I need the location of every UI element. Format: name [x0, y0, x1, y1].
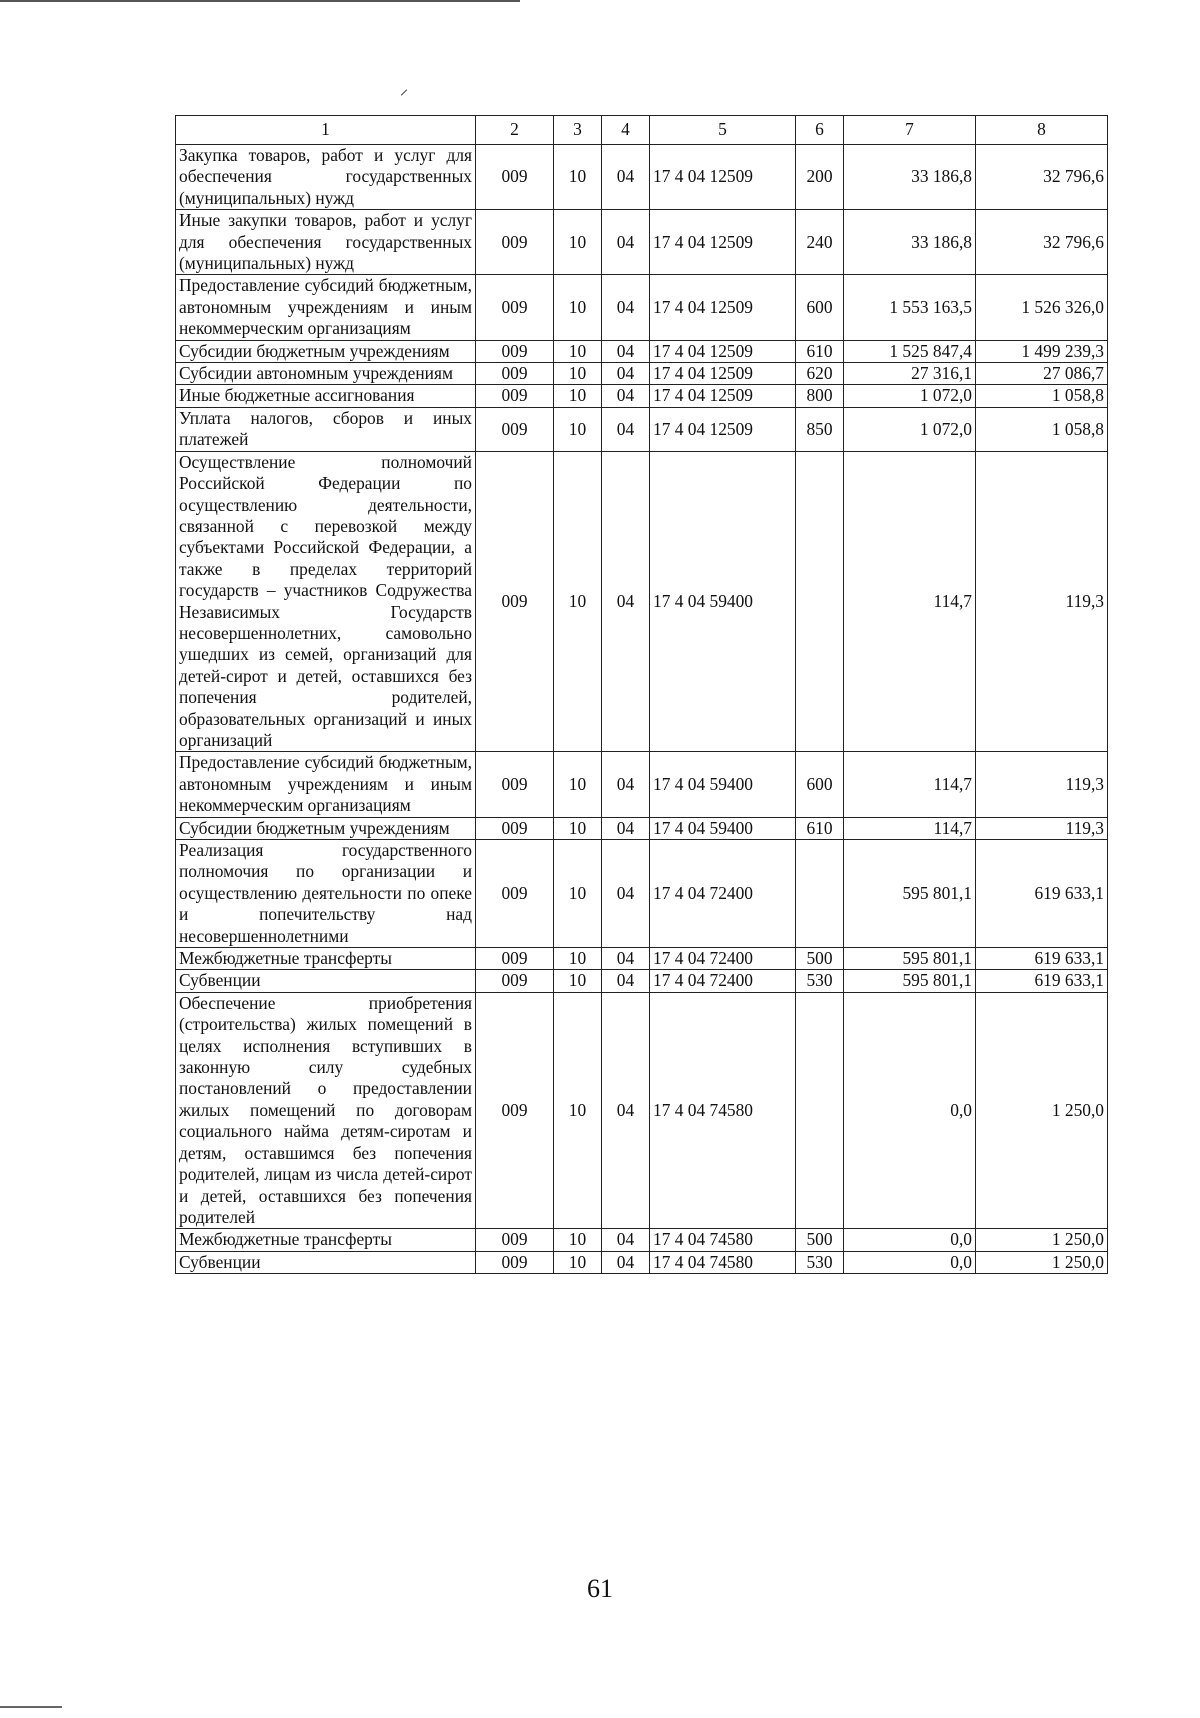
amount-col7: 595 801,1	[844, 948, 976, 970]
amount-col8: 619 633,1	[976, 840, 1108, 948]
amount-col7: 595 801,1	[844, 840, 976, 948]
ministry-code: 009	[476, 970, 554, 992]
amount-col7: 114,7	[844, 451, 976, 752]
table-row	[176, 407, 1108, 451]
expense-type-code	[796, 840, 844, 948]
target-article-code: 17 4 04 12509	[650, 275, 796, 340]
header-cell: 4	[602, 116, 650, 145]
subsection-code: 04	[602, 363, 650, 385]
subsection-code: 04	[602, 407, 650, 451]
ministry-code: 009	[476, 1251, 554, 1273]
amount-col8: 119,3	[976, 817, 1108, 839]
row-name: Реализация государственного полномочия по организации и осуществлению деятельности по опеке и попечительству над несовершеннолетними	[176, 840, 476, 948]
target-article-code: 17 4 04 74580	[650, 1251, 796, 1273]
target-article-code: 17 4 04 72400	[650, 948, 796, 970]
ministry-code: 009	[476, 407, 554, 451]
ministry-code: 009	[476, 840, 554, 948]
header-row	[176, 116, 1108, 145]
amount-col7: 114,7	[844, 817, 976, 839]
expense-type-code: 800	[796, 385, 844, 407]
amount-col8: 27 086,7	[976, 363, 1108, 385]
expense-type-code: 530	[796, 970, 844, 992]
row-name: Уплата налогов, сборов и иных платежей	[176, 407, 476, 451]
amount-col7: 1 072,0	[844, 407, 976, 451]
header-cell: 7	[844, 116, 976, 145]
amount-col8: 1 058,8	[976, 385, 1108, 407]
amount-col7: 1 072,0	[844, 385, 976, 407]
subsection-code: 04	[602, 992, 650, 1228]
amount-col7: 0,0	[844, 1229, 976, 1251]
subsection-code: 04	[602, 340, 650, 362]
row-name: Обеспечение приобретения (строительства) жилых помещений в целях исполнения вступивших в законную силу судебных постановлений о предоставлении жилых помещений по договорам социального найма детям-сиротам и детям, оставшимся без попечения родителей, лицам из числа детей-сирот и детей, оставшихся без попечения родителей	[176, 992, 476, 1228]
amount-col7: 27 316,1	[844, 363, 976, 385]
section-code: 10	[554, 1229, 602, 1251]
amount-col8: 119,3	[976, 752, 1108, 817]
expense-type-code: 850	[796, 407, 844, 451]
table-row	[176, 363, 1108, 385]
scan-edge-line	[0, 1706, 62, 1708]
expense-type-code: 240	[796, 210, 844, 275]
table-row	[176, 752, 1108, 817]
amount-col8: 32 796,6	[976, 145, 1108, 210]
header-cell: 5	[650, 116, 796, 145]
target-article-code: 17 4 04 12509	[650, 210, 796, 275]
row-name: Иные закупки товаров, работ и услуг для обеспечения государственных (муниципальных) нужд	[176, 210, 476, 275]
row-name: Субсидии автономным учреждениям	[176, 363, 476, 385]
target-article-code: 17 4 04 12509	[650, 145, 796, 210]
subsection-code: 04	[602, 817, 650, 839]
expense-type-code	[796, 992, 844, 1228]
target-article-code: 17 4 04 12509	[650, 340, 796, 362]
target-article-code: 17 4 04 74580	[650, 992, 796, 1228]
ministry-code: 009	[476, 948, 554, 970]
table-row	[176, 970, 1108, 992]
budget-table	[175, 115, 1108, 1274]
ministry-code: 009	[476, 363, 554, 385]
subsection-code: 04	[602, 948, 650, 970]
section-code: 10	[554, 210, 602, 275]
ministry-code: 009	[476, 817, 554, 839]
table-row	[176, 340, 1108, 362]
ministry-code: 009	[476, 992, 554, 1228]
ministry-code: 009	[476, 145, 554, 210]
row-name: Субсидии бюджетным учреждениям	[176, 817, 476, 839]
amount-col7: 0,0	[844, 1251, 976, 1273]
expense-type-code: 600	[796, 275, 844, 340]
scan-edge-line	[0, 0, 520, 2]
amount-col8: 619 633,1	[976, 948, 1108, 970]
subsection-code: 04	[602, 210, 650, 275]
amount-col7: 114,7	[844, 752, 976, 817]
expense-type-code	[796, 451, 844, 752]
amount-col8: 1 526 326,0	[976, 275, 1108, 340]
target-article-code: 17 4 04 72400	[650, 840, 796, 948]
expense-type-code: 610	[796, 817, 844, 839]
target-article-code: 17 4 04 72400	[650, 970, 796, 992]
expense-type-code: 600	[796, 752, 844, 817]
subsection-code: 04	[602, 752, 650, 817]
section-code: 10	[554, 752, 602, 817]
table-row	[176, 1251, 1108, 1273]
table-row	[176, 817, 1108, 839]
header-cell: 1	[176, 116, 476, 145]
ministry-code: 009	[476, 275, 554, 340]
ministry-code: 009	[476, 752, 554, 817]
row-name: Осуществление полномочий Российской Федерации по осуществлению деятельности, связанной с перевозкой между субъектами Российской Федерации, а также в пределах территорий государств – участников Содружества Независимых Государств несовершеннолетних, самовольно ушедших из семей, организаций для детей-сирот и детей, оставшихся без попечения родителей, образовательных организаций и иных организаций	[176, 451, 476, 752]
expense-type-code: 500	[796, 1229, 844, 1251]
amount-col8: 1 250,0	[976, 1251, 1108, 1273]
row-name: Предоставление субсидий бюджетным, автономным учреждениям и иным некоммерческим организациям	[176, 275, 476, 340]
table-row	[176, 385, 1108, 407]
page-number: 61	[587, 1574, 613, 1603]
expense-type-code: 500	[796, 948, 844, 970]
expense-type-code: 530	[796, 1251, 844, 1273]
section-code: 10	[554, 407, 602, 451]
amount-col8: 1 058,8	[976, 407, 1108, 451]
amount-col8: 1 250,0	[976, 992, 1108, 1228]
table-row	[176, 840, 1108, 948]
ministry-code: 009	[476, 451, 554, 752]
row-name: Закупка товаров, работ и услуг для обеспечения государственных (муниципальных) нужд	[176, 145, 476, 210]
target-article-code: 17 4 04 59400	[650, 752, 796, 817]
ministry-code: 009	[476, 210, 554, 275]
amount-col8: 32 796,6	[976, 210, 1108, 275]
expense-type-code: 610	[796, 340, 844, 362]
header-cell: 2	[476, 116, 554, 145]
table-row	[176, 210, 1108, 275]
table-row	[176, 275, 1108, 340]
row-name: Предоставление субсидий бюджетным, автономным учреждениям и иным некоммерческим организациям	[176, 752, 476, 817]
target-article-code: 17 4 04 74580	[650, 1229, 796, 1251]
header-cell: 3	[554, 116, 602, 145]
subsection-code: 04	[602, 385, 650, 407]
expense-type-code: 200	[796, 145, 844, 210]
section-code: 10	[554, 817, 602, 839]
row-name: Субсидии бюджетным учреждениям	[176, 340, 476, 362]
target-article-code: 17 4 04 12509	[650, 407, 796, 451]
ministry-code: 009	[476, 385, 554, 407]
amount-col7: 1 553 163,5	[844, 275, 976, 340]
amount-col7: 1 525 847,4	[844, 340, 976, 362]
amount-col7: 0,0	[844, 992, 976, 1228]
expense-type-code: 620	[796, 363, 844, 385]
section-code: 10	[554, 948, 602, 970]
section-code: 10	[554, 275, 602, 340]
subsection-code: 04	[602, 1229, 650, 1251]
section-code: 10	[554, 340, 602, 362]
subsection-code: 04	[602, 970, 650, 992]
row-name: Иные бюджетные ассигнования	[176, 385, 476, 407]
section-code: 10	[554, 363, 602, 385]
table-row	[176, 948, 1108, 970]
table-row	[176, 145, 1108, 210]
ministry-code: 009	[476, 340, 554, 362]
amount-col7: 33 186,8	[844, 145, 976, 210]
row-name: Межбюджетные трансферты	[176, 948, 476, 970]
section-code: 10	[554, 840, 602, 948]
amount-col8: 1 499 239,3	[976, 340, 1108, 362]
subsection-code: 04	[602, 275, 650, 340]
subsection-code: 04	[602, 840, 650, 948]
row-name: Субвенции	[176, 1251, 476, 1273]
row-name: Субвенции	[176, 970, 476, 992]
section-code: 10	[554, 385, 602, 407]
target-article-code: 17 4 04 12509	[650, 363, 796, 385]
amount-col8: 619 633,1	[976, 970, 1108, 992]
amount-col8: 119,3	[976, 451, 1108, 752]
amount-col7: 595 801,1	[844, 970, 976, 992]
scan-mark	[401, 89, 407, 95]
section-code: 10	[554, 145, 602, 210]
section-code: 10	[554, 451, 602, 752]
subsection-code: 04	[602, 145, 650, 210]
table-row	[176, 451, 1108, 752]
table-row	[176, 992, 1108, 1228]
target-article-code: 17 4 04 59400	[650, 817, 796, 839]
header-cell: 6	[796, 116, 844, 145]
ministry-code: 009	[476, 1229, 554, 1251]
target-article-code: 17 4 04 12509	[650, 385, 796, 407]
table-row	[176, 1229, 1108, 1251]
amount-col7: 33 186,8	[844, 210, 976, 275]
amount-col8: 1 250,0	[976, 1229, 1108, 1251]
subsection-code: 04	[602, 451, 650, 752]
row-name: Межбюджетные трансферты	[176, 1229, 476, 1251]
section-code: 10	[554, 1251, 602, 1273]
target-article-code: 17 4 04 59400	[650, 451, 796, 752]
subsection-code: 04	[602, 1251, 650, 1273]
section-code: 10	[554, 970, 602, 992]
header-cell: 8	[976, 116, 1108, 145]
section-code: 10	[554, 992, 602, 1228]
